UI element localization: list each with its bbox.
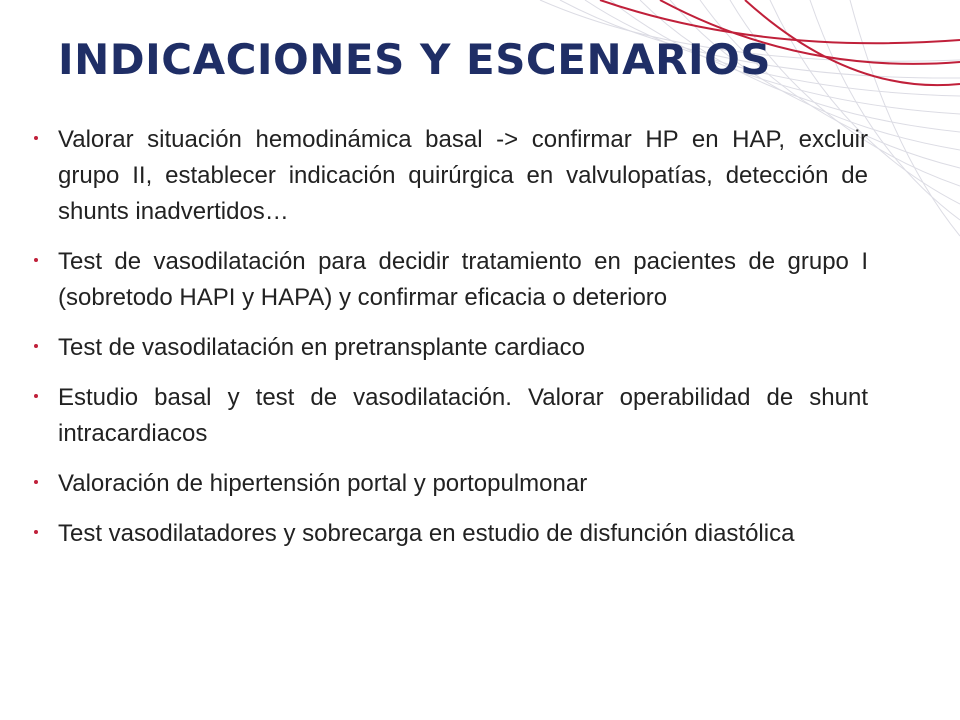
bullet-item bbox=[30, 244, 868, 316]
bullet-text: Estudio basal y test de vasodilatación. Valorar operabilidad de shunt intracardiacos bbox=[58, 384, 868, 447]
slide-title: INDICACIONES Y ESCENARIOS bbox=[58, 35, 772, 84]
bullet-text: Test vasodilatadores y sobrecarga en estudio de disfunción diastólica bbox=[58, 520, 795, 547]
bullet-item bbox=[30, 516, 868, 552]
bullet-dot-icon bbox=[34, 344, 38, 348]
bullet-dot-icon bbox=[34, 530, 38, 534]
bullet-item bbox=[30, 330, 868, 366]
bullet-item bbox=[30, 122, 868, 230]
bullet-item bbox=[30, 466, 868, 502]
bullet-text: Test de vasodilatación en pretransplante cardiaco bbox=[58, 334, 585, 361]
bullet-dot-icon bbox=[34, 136, 38, 140]
bullet-dot-icon bbox=[34, 258, 38, 262]
bullet-text: Valorar situación hemodinámica basal -> confirmar HP en HAP, excluir grupo II, establecer indicación quirúrgica en valvulopatías, detección de shunts inadvertidos… bbox=[58, 126, 868, 225]
bullet-text: Valoración de hipertensión portal y portopulmonar bbox=[58, 470, 588, 497]
bullet-text: Test de vasodilatación para decidir tratamiento en pacientes de grupo I (sobretodo HAPI y HAPA) y confirmar eficacia o deterioro bbox=[58, 248, 868, 311]
bullet-list bbox=[30, 122, 868, 566]
bullet-item bbox=[30, 380, 868, 452]
bullet-dot-icon bbox=[34, 480, 38, 484]
bullet-dot-icon bbox=[34, 394, 38, 398]
